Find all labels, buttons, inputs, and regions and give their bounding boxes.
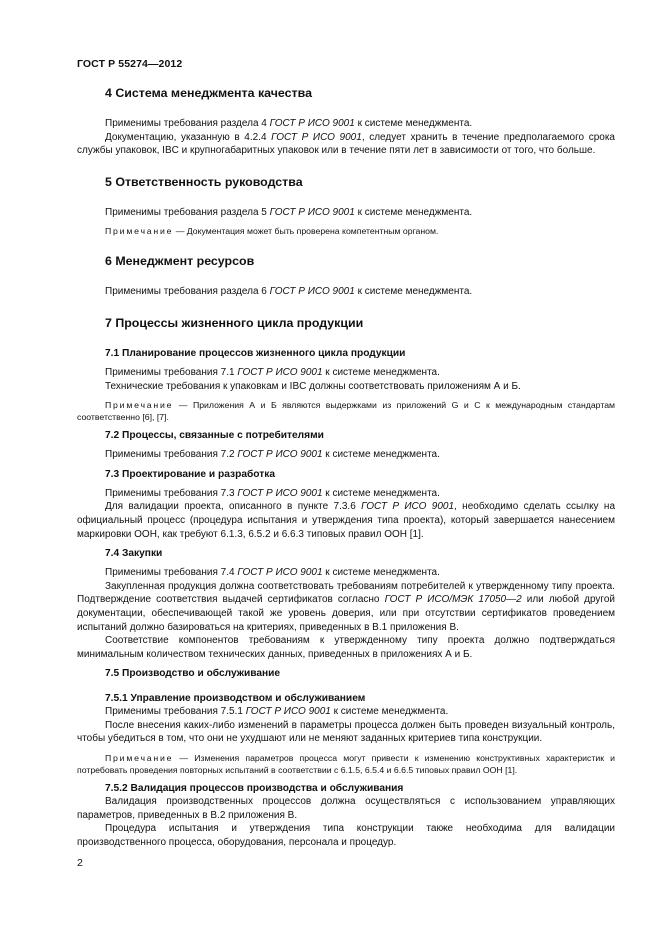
section-7-5-1-title: 7.5.1 Управление производством и обслуживанием <box>105 693 366 705</box>
document-body <box>77 85 615 849</box>
section-4-title: 4 Система менеджмента качества <box>105 86 312 100</box>
section-6-title: 6 Менеджмент ресурсов <box>105 254 255 269</box>
standard-reference: ГОСТ Р ИСО 9001 <box>237 449 323 461</box>
section-4-paragraph-2: Документацию, указанную в 4.2.4 ГОСТ Р ИСО 9001, следует хранить в течение предполагаемого срока службы упаковок, IBC и крупногабаритных упаковок или в течение пяти лет в зависимости от того, что больше. <box>77 131 615 157</box>
section-7-3-paragraph-1: Применимы требования 7.3 ГОСТ Р ИСО 9001 к системе менеджмента. <box>105 487 440 499</box>
section-5-title: 5 Ответственность руководства <box>105 174 303 189</box>
section-7-3-paragraph-2: Для валидации проекта, описанного в пункте 7.3.6 ГОСТ Р ИСО 9001, необходимо сделать ссылку на официальный процесс (процедура испытания и утверждения типа проекта), который завершается нанесением маркировки ООН, как требуют 6.1.3, 6.5.2 и 6.6.3 типовых правил ООН [1]. <box>77 501 615 540</box>
standard-reference: ГОСТ Р ИСО/МЭК 17050—2 <box>384 594 522 606</box>
section-7-4-paragraph-3: Соответствие компонентов требованиям к утвержденному типу проекта должно подтверждаться минимальным количеством технических данных, приведенных в приложениях А и Б. <box>77 635 615 660</box>
section-7-1-note: Примечание — Приложения А и Б являются выдержками из приложений G и C к международным стандартам соответственно [6], [7]. <box>77 400 615 423</box>
standard-reference: ГОСТ Р ИСО 9001 <box>237 366 323 378</box>
standard-reference: ГОСТ Р ИСО 9001 <box>361 501 455 513</box>
standard-reference: ГОСТ Р ИСО 9001 <box>269 118 355 129</box>
section-7-5-1-note: Примечание — Изменения параметров процесса могут привести к изменению конструктивных характеристик и потребовать проведения повторных испытаний в соответствии с 6.1.5, 6.5.4 и 6.6.5 типовых правил ООН [1]. <box>77 753 615 776</box>
standard-reference: ГОСТ Р ИСО 9001 <box>237 487 323 499</box>
page-number: 2 <box>77 857 83 869</box>
section-7-5-1-paragraph-2: После внесения каких-либо изменений в параметры процесса должен быть проведен визуальный контроль, чтобы убедиться в том, что они не ухудшают или не меняют заданных критериев типа конструкции. <box>77 719 615 745</box>
document-header: ГОСТ Р 55274—2012 <box>77 58 183 70</box>
section-5-paragraph-1: Применимы требования раздела 5 ГОСТ Р ИСО 9001 к системе менеджмента. <box>105 206 473 218</box>
section-7-2-paragraph-1: Применимы требования 7.2 ГОСТ Р ИСО 9001 к системе менеджмента. <box>105 449 440 461</box>
standard-reference: ГОСТ Р ИСО 9001 <box>245 706 331 718</box>
section-7-2-title: 7.2 Процессы, связанные с потребителями <box>105 430 324 442</box>
section-6-paragraph-1: Применимы требования раздела 6 ГОСТ Р ИСО 9001 к системе менеджмента. <box>105 286 473 298</box>
section-7-5-2-paragraph-2: Процедура испытания и утверждения типа конструкции также необходима для валидации производственного процесса, оборудования, персонала и процедур. <box>77 823 615 848</box>
section-4-paragraph-1: Применимы требования раздела 4 ГОСТ Р ИСО 9001 к системе менеджмента. <box>105 118 473 129</box>
section-7-1-paragraph-1: Применимы требования 7.1 ГОСТ Р ИСО 9001 к системе менеджмента. <box>105 366 440 378</box>
section-7-title: 7 Процессы жизненного цикла продукции <box>105 315 364 330</box>
section-7-5-1-paragraph-1: Применимы требования 7.5.1 ГОСТ Р ИСО 9001 к системе менеджмента. <box>105 706 449 718</box>
section-7-4-paragraph-1: Применимы требования 7.4 ГОСТ Р ИСО 9001 к системе менеджмента. <box>105 567 440 579</box>
section-7-5-2-title: 7.5.2 Валидация процессов производства и обслуживания <box>105 783 404 795</box>
section-7-5-title: 7.5 Производство и обслуживание <box>105 668 281 680</box>
standard-reference: ГОСТ Р ИСО 9001 <box>271 131 362 143</box>
section-7-4-paragraph-2: Закупленная продукция должна соответствовать требованиям потребителей к утвержденному типу проекта. Подтверждение соответствия выдачей сертификатов согласно ГОСТ Р ИСО/МЭК 17050—2 или любой другой документации, обеспечивающей такой же уровень доверия, или при отсутствии сертификатов проведением испытаний должно базироваться на критериях, приведенных в В.1 приложения В. <box>77 580 615 633</box>
section-7-5-2-paragraph-1: Валидация производственных процессов должна осуществляться с использованием управляющих параметров, приведенных в В.2 приложения В. <box>77 796 615 821</box>
section-5-note: Примечание — Документация может быть проверена компетентным органом. <box>105 226 439 237</box>
standard-reference: ГОСТ Р ИСО 9001 <box>237 567 323 579</box>
standard-reference: ГОСТ Р ИСО 9001 <box>269 206 355 218</box>
section-7-3-title: 7.3 Проектирование и разработка <box>105 468 276 480</box>
section-7-4-title: 7.4 Закупки <box>105 548 163 560</box>
section-7-1-paragraph-2: Технические требования к упаковкам и IBC должны соответствовать приложениям А и Б. <box>105 380 521 392</box>
standard-reference: ГОСТ Р ИСО 9001 <box>269 286 355 298</box>
section-7-1-title: 7.1 Планирование процессов жизненного цикла продукции <box>105 347 406 359</box>
